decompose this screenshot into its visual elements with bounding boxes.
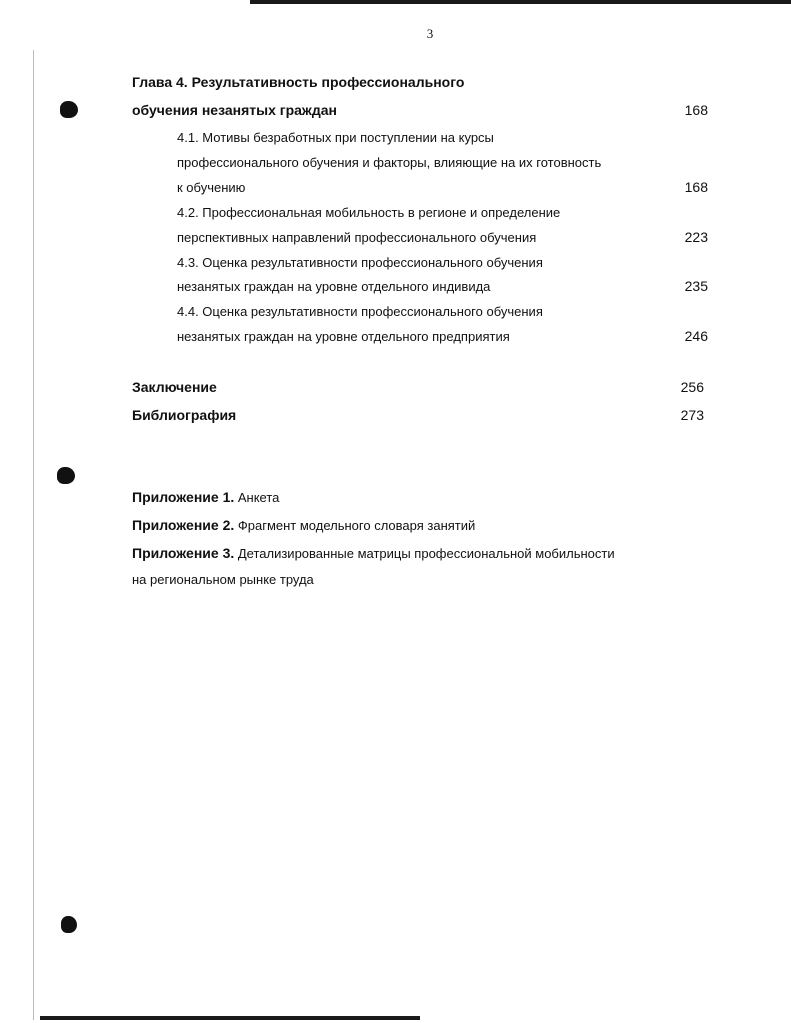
toc-section-page: 246: [684, 328, 708, 344]
toc-appendix: [132, 545, 615, 561]
appendix-label: Приложение 1.: [132, 489, 235, 505]
appendix-title: Фрагмент модельного словаря занятий: [234, 518, 476, 533]
punch-hole-mark: [61, 916, 77, 933]
toc-section-line: 4.1. Мотивы безработных при поступлении на курсы: [177, 130, 494, 145]
toc-section-line: 4.2. Профессиональная мобильность в регионе и определение: [177, 205, 561, 220]
appendix-label: Приложение 2.: [132, 517, 235, 533]
appendix-title: Анкета: [234, 490, 280, 505]
toc-section-line: к обучению: [177, 180, 246, 195]
toc-bibliography: Библиография: [132, 407, 237, 423]
toc-section-line: перспективных направлений профессионального обучения: [177, 230, 537, 245]
toc-section-line: незанятых граждан на уровне отдельного индивида: [177, 279, 491, 294]
toc-appendix: [132, 517, 475, 533]
toc-section-line: профессионального обучения и факторы, влияющие на их готовность: [177, 155, 602, 170]
toc-section-line: 4.3. Оценка результативности профессионального обучения: [177, 255, 543, 270]
punch-hole-mark: [60, 101, 78, 118]
toc-section-line: 4.4. Оценка результативности профессионального обучения: [177, 304, 543, 319]
toc-bibliography-page: 273: [680, 407, 704, 423]
scan-border-bottom: [40, 1016, 420, 1020]
toc-section-page: 168: [684, 179, 708, 195]
chapter-page: 168: [684, 102, 708, 118]
appendix-title: Детализированные матрицы профессиональной мобильности: [234, 546, 615, 561]
toc-section-line: незанятых граждан на уровне отдельного предприятия: [177, 329, 510, 344]
appendix-label: Приложение 3.: [132, 545, 235, 561]
scan-border-left: [33, 50, 34, 1020]
punch-hole-mark: [57, 467, 75, 484]
toc-conclusion: Заключение: [132, 379, 217, 395]
appendix-title-continuation: на региональном рынке труда: [132, 572, 314, 587]
scan-border-top: [250, 0, 791, 4]
chapter-title-line1: Глава 4. Результативность профессионального: [132, 74, 465, 90]
toc-section-page: 223: [684, 229, 708, 245]
toc-conclusion-page: 256: [680, 379, 704, 395]
toc-appendix: [132, 489, 279, 505]
chapter-title-line2: обучения незанятых граждан: [132, 102, 337, 118]
toc-section-page: 235: [684, 278, 708, 294]
page-number: 3: [426, 26, 434, 41]
